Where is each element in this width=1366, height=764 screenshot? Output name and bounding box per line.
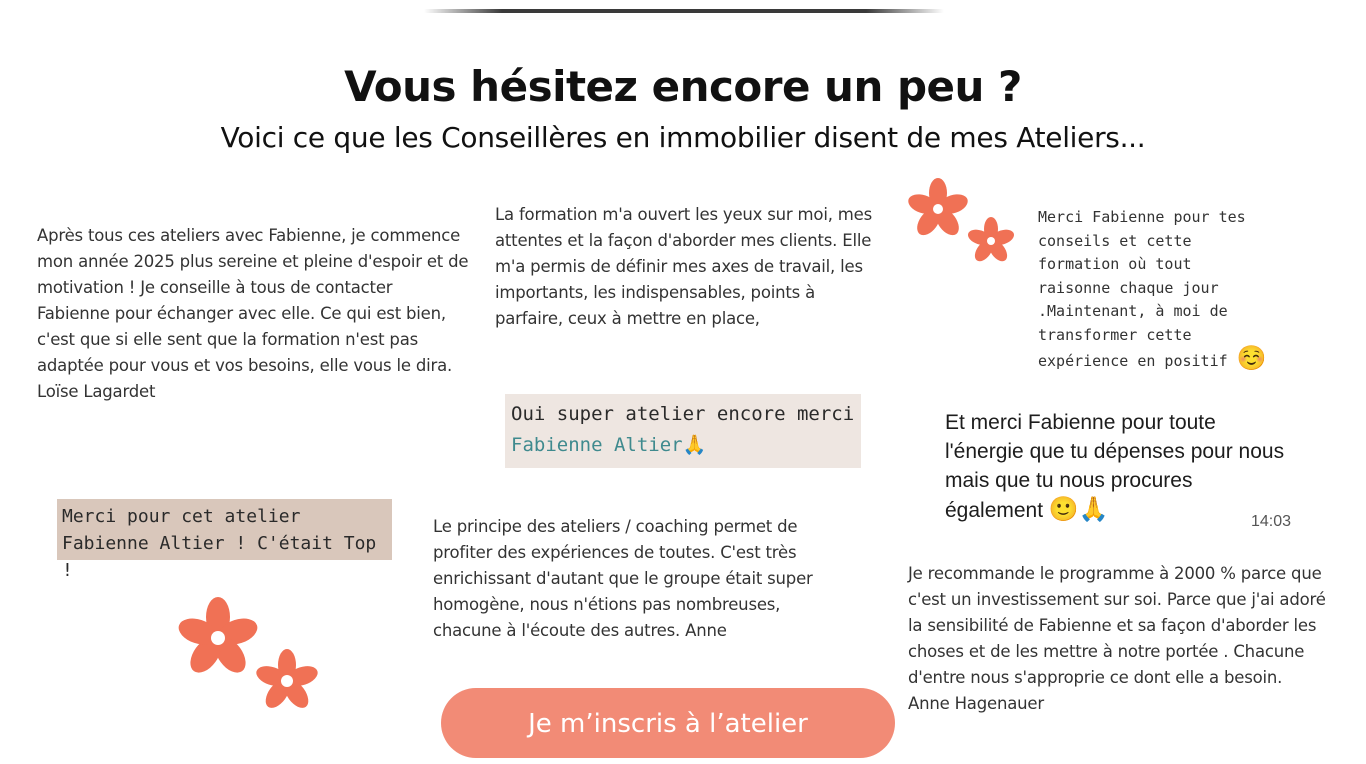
pray-emoji: 🙏	[682, 434, 707, 456]
note-handwritten	[1038, 206, 1268, 374]
top-divider	[424, 9, 944, 13]
flower-icon	[252, 648, 322, 714]
testimonial-anne: Le principe des ateliers / coaching permet de profiter des expériences de toutes. C'est très enrichissant d'autant que le groupe était super homogène, nous n'étions pas nombreuses, chacune à l'écoute des autres. Anne	[433, 517, 813, 640]
flower-icon	[174, 596, 262, 680]
note-oui-super	[505, 394, 861, 468]
flower-icon	[965, 216, 1017, 266]
signup-button[interactable]: Je m’inscris à l’atelier	[441, 688, 895, 758]
note-handwritten-text: Merci Fabienne pour tes conseils et cette formation où tout raisonne chaque jour .Maintenant, à moi de transformer cette expérience en positif	[1038, 208, 1246, 370]
chat-message	[945, 408, 1295, 525]
note-oui-super-text: Oui super atelier encore merci	[511, 403, 855, 425]
testimonial-loise: Après tous ces ateliers avec Fabienne, je commence mon année 2025 plus sereine et pleine d'espoir et de motivation ! Je conseille à tous de contacter Fabienne pour échanger avec elle. Ce qui est bien, c'est que si elle sent que la formation n'est pas adaptée pour vous et vos besoins, elle vous le dira. Loïse Lagardet	[37, 226, 469, 401]
testimonial-hagenauer: Je recommande le programme à 2000 % parce que c'est un investissement sur soi. Parce que j'ai adoré la sensibilité de Fabienne et sa façon d'aborder les choses et de les mettre à notre portée . Chacune d'entre nous s'approprie ce dont elle a besoin. Anne Hagenauer	[908, 564, 1326, 713]
page-title: Vous hésitez encore un peu ?	[344, 62, 1022, 111]
note-oui-super-name-line	[511, 430, 855, 461]
smile-emoji: ☺️	[1236, 344, 1267, 372]
page-subtitle: Voici ce que les Conseillères en immobilier disent de mes Ateliers...	[220, 121, 1146, 154]
flower-icon	[905, 177, 971, 241]
note-merci-atelier: Merci pour cet atelier Fabienne Altier ! C'était Top !	[57, 499, 392, 560]
chat-message-text: Et merci Fabienne pour toute l'énergie que tu dépenses pour nous mais que tu nous procures également	[945, 411, 1285, 522]
note-oui-super-name: Fabienne Altier	[511, 434, 683, 456]
chat-timestamp: 14:03	[1251, 513, 1292, 530]
testimonial-formation: La formation m'a ouvert les yeux sur moi, mes attentes et la façon d'aborder mes clients. Elle m'a permis de définir mes axes de travail, les importants, les indispensables, points à parfaire, ceux à mettre en place,	[495, 205, 873, 328]
chat-emojis: 🙂🙏	[1048, 496, 1109, 523]
